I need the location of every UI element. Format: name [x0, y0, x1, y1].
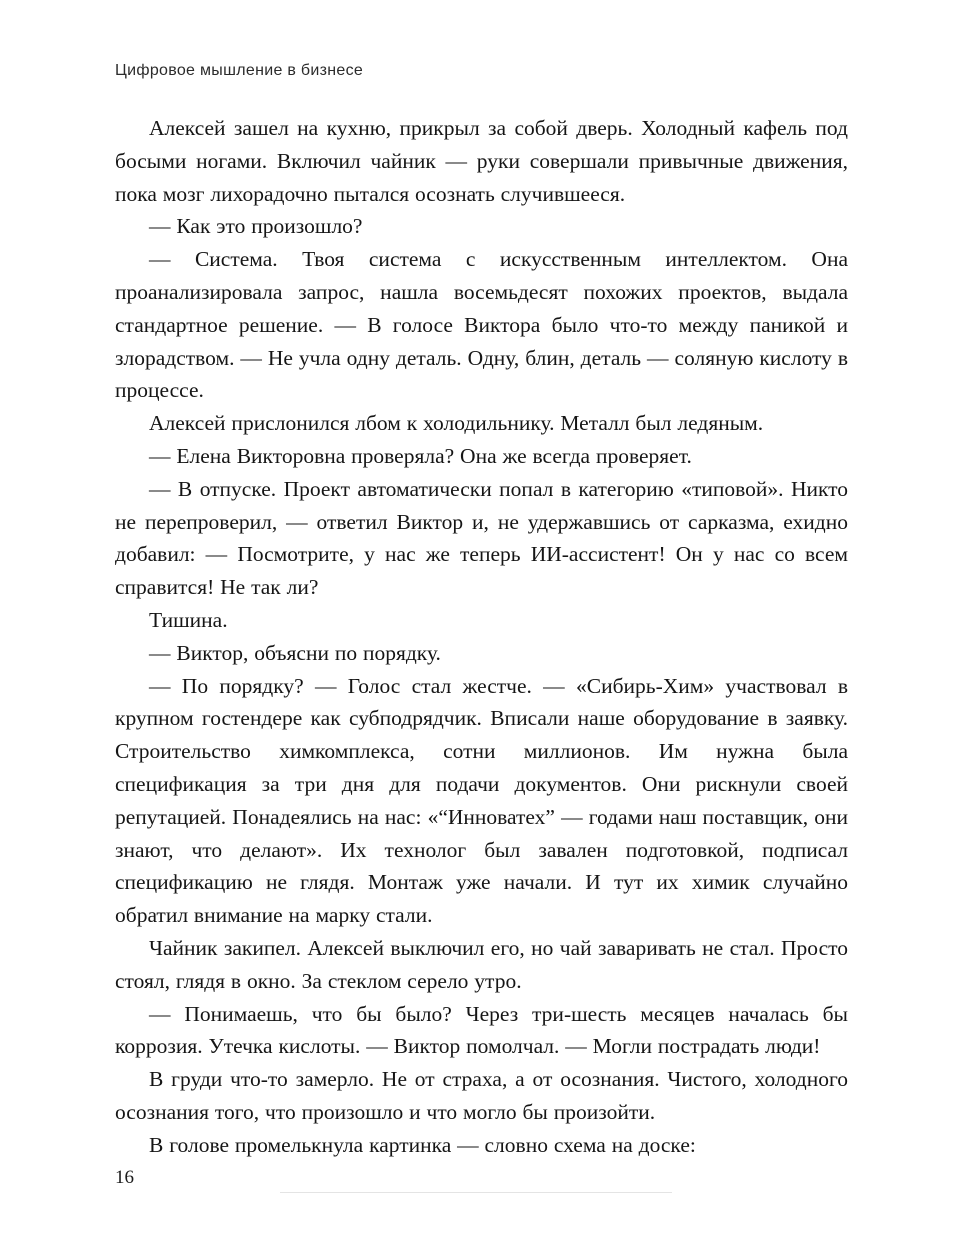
paragraph: Алексей прислонился лбом к холодильнику. Металл был ледяным. [149, 411, 764, 436]
paragraph: Чайник закипел. Алексей выключил его, но чай заваривать не стал. Просто стоял, глядя в окно. За стеклом серело утро. [115, 935, 848, 993]
paragraph: Алексей зашел на кухню, прикрыл за собой дверь. Холодный кафель под босыми ногами. Включил чайник — руки совершали привычные движения, пока мозг лихорадочно пытался осознать случившееся. [115, 116, 848, 206]
paragraph: — Елена Викторовна проверяла? Она же всегда проверяет. [149, 443, 692, 468]
body-text [115, 112, 848, 1162]
paragraph: — В отпуске. Проект автоматически попал в категорию «типовой». Никто не перепроверил, — ответил Виктор и, не удержавшись от сарказма, ехидно добавил: — Посмотрите, у нас же теперь ИИ-ассистент! Он у нас со всем справится! Не так ли? [115, 476, 848, 600]
paragraph: — Система. Твоя система с искусственным интеллектом. Она проанализировала запрос, нашла восемьдесят похожих проектов, выдала стандартное решение. — В голосе Виктора было что-то между паникой и злорадством. — Не учла одну деталь. Одну, блин, деталь — соляную кислоту в процессе. [115, 247, 848, 403]
paragraph: Тишина. [149, 607, 228, 632]
footer-divider [280, 1192, 672, 1193]
paragraph: — Понимаешь, что бы было? Через три-шесть месяцев началась бы коррозия. Утечка кислоты. — Виктор помолчал. — Могли пострадать люди! [115, 1001, 848, 1059]
page-number: 16 [115, 1167, 134, 1188]
paragraph: — Как это произошло? [149, 214, 363, 239]
running-head: Цифровое мышление в бизнесе [115, 62, 364, 79]
paragraph: В груди что-то замерло. Не от страха, а от осознания. Чистого, холодного осознания того, что произошло и что могло бы произойти. [115, 1067, 848, 1124]
paragraph: — По порядку? — Голос стал жестче. — «Сибирь-Хим» участвовал в крупном гостендере как субподрядчик. Вписали наше оборудование в заявку. Строительство химкомплекса, сотни миллионов. Им нужна была спецификация за три дня для подачи документов. Они рискнули своей репутацией. Понадеялись на нас: «“Инноватех” — годами наш поставщик, они знают, что делают». Их технолог был завален подготовкой, подписал спецификацию не глядя. Монтаж уже начали. И тут их химик случайно обратил внимание на марку стали. [115, 673, 848, 928]
paragraph: В голове промелькнула картинка — словно схема на доске: [149, 1132, 696, 1157]
paragraph: — Виктор, объясни по порядку. [149, 640, 441, 665]
